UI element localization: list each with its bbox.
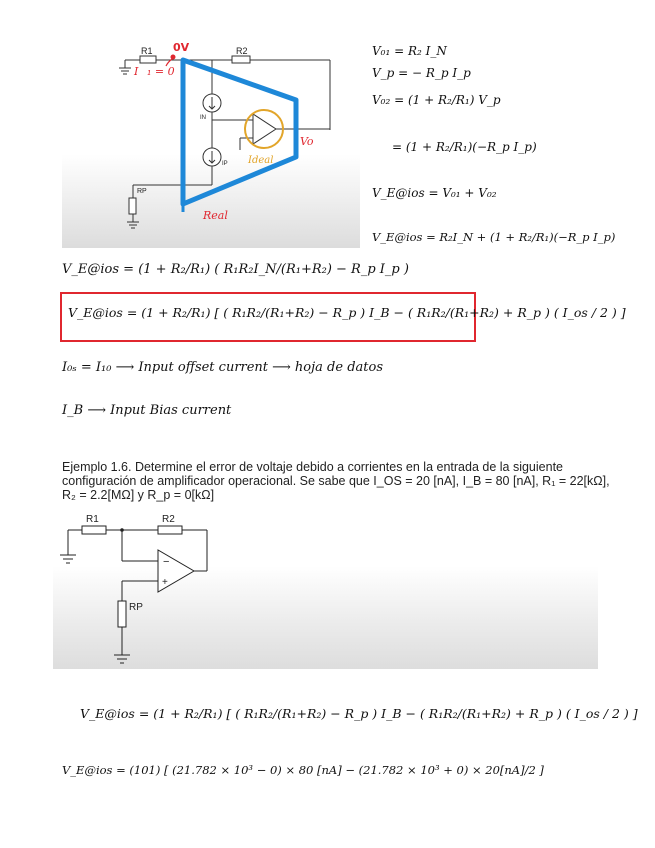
side-eq-3: V₀₂ = (1 + R₂/R₁) V_p: [372, 93, 501, 107]
side-eq-2: V_p = − R_p I_p: [372, 66, 471, 80]
example-line-3: R₂ = 2.2[MΩ] y R_p = 0[kΩ]: [62, 488, 215, 502]
note-offset-current: I₀ₛ = I₁₀ ⟶ Input offset current ⟶ hoja de datos: [62, 360, 383, 375]
eq-line-1: V_E@ios = (1 + R₂/R₁) ( R₁R₂I_N/(R₁+R₂) − R_p I_p ): [62, 262, 409, 277]
boxed-equation: V_E@ios = (1 + R₂/R₁) [ ( R₁R₂/(R₁+R₂) − R_p ) I_B − ( R₁R₂/(R₁+R₂) + R_p ) ( I_os / 2 ) ]: [68, 305, 626, 320]
top-real-label: Real: [203, 209, 228, 222]
top-r2-label: R2: [236, 46, 248, 56]
bottom-rp-label: RP: [129, 602, 143, 613]
top-ip-label: IP: [222, 161, 228, 167]
top-i-label: I: [134, 65, 139, 78]
side-eq-1: V₀₁ = R₂ I_N: [372, 44, 447, 58]
side-eq-6: V_E@ios = R₂I_N + (1 + R₂/R₁)(−R_p I_p): [372, 230, 616, 244]
example-line-1: Ejemplo 1.6. Determine el error de voltaje debido a corrientes en la entrada de la siguiente: [62, 460, 563, 474]
example-line-2: configuración de amplificador operacional. Se sabe que I_OS = 20 [nA], I_B = 80 [nA], R₁ = 22[kΩ],: [62, 474, 610, 488]
bottom-minus-label: −: [163, 556, 170, 568]
side-eq-4: = (1 + R₂/R₁)(−R_p I_p): [392, 140, 537, 154]
top-r1-label: R1: [141, 46, 153, 56]
note-bias-current: I_B ⟶ Input Bias current: [62, 403, 232, 418]
top-0v-label: 0V: [173, 41, 190, 54]
eq-bottom-1: V_E@ios = (1 + R₂/R₁) [ ( R₁R₂/(R₁+R₂) − R_p ) I_B − ( R₁R₂/(R₁+R₂) + R_p ) ( I_os / 2 ) ]: [80, 706, 638, 721]
bottom-plus-label: +: [162, 577, 168, 588]
top-vo-label: Vo: [300, 135, 314, 148]
eq-bottom-2: V_E@ios = (101) [ (21.782 × 10³ − 0) × 80 [nA] − (21.782 × 10³ + 0) × 20[nA]/2 ]: [62, 763, 544, 777]
side-eq-5: V_E@ios = V₀₁ + V₀₂: [372, 186, 497, 200]
svg-text:₁ = 0: ₁ = 0: [147, 65, 175, 78]
top-rp-label: RP: [137, 188, 147, 195]
bottom-r1-label: R1: [86, 514, 99, 525]
top-in-label: IN: [200, 115, 206, 121]
bottom-r2-label: R2: [162, 514, 175, 525]
top-ideal-label: Ideal: [248, 155, 274, 166]
